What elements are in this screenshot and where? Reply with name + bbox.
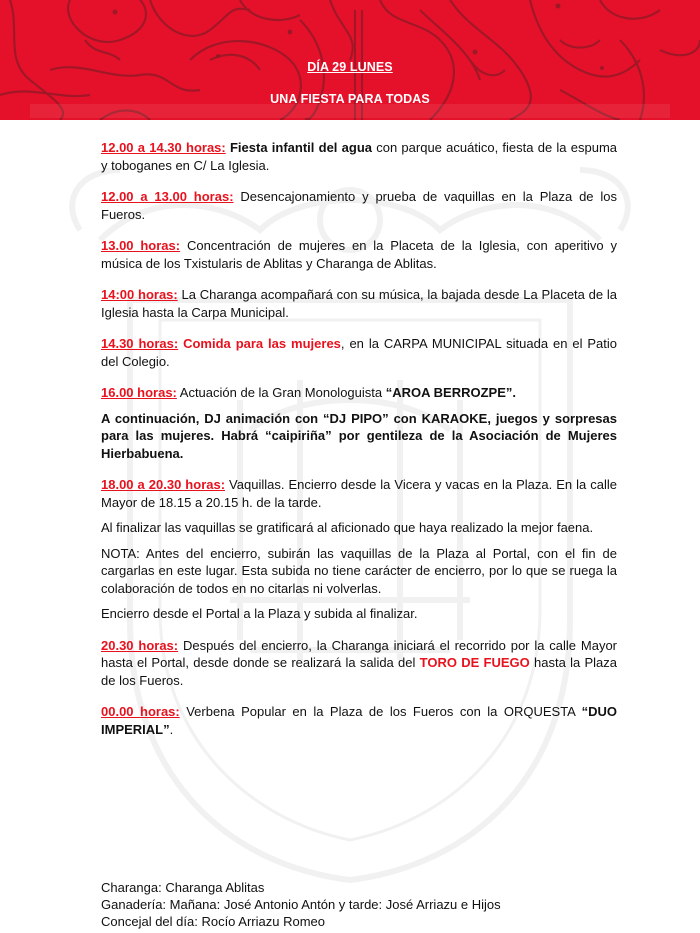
program-text: con parque acuático, fiesta de la espuma y toboganes en C/ La Iglesia. [101,140,618,173]
footer-charanga: Charanga: Charanga Ablitas [101,880,265,895]
program-time: 12.00 a 13.00 horas: [101,189,234,204]
program-highlight: Comida para las mujeres [178,336,341,351]
program-text-after: . [169,721,174,737]
program-text: Verbena Popular en la Plaza de los Fueros con la ORQUESTA [179,704,582,719]
program-item [101,335,617,370]
program-time: 12.00 a 14.30 horas: [101,140,226,155]
program-item [101,384,617,402]
footer-concejal: Concejal del día: Rocío Arriazu Romeo [101,914,326,929]
program-item [101,286,617,321]
day-title: DÍA 29 LUNES [307,60,393,74]
program-text: Actuación de la Gran Monologuista [176,385,386,400]
program-time: 00.00 horas: [101,704,180,719]
program-item [101,703,617,738]
program-time: 16.00 horas: [101,385,177,400]
program-continuation: A continuación, DJ animación con “DJ PIPO” con KARAOKE, juegos y sorpresas para las mujeres. Habrá “caipiriña” por gentileza de la Asociación de Mujeres Hierbabuena. [101,410,617,461]
header-banner [0,0,700,120]
program-highlight: TORO DE FUEGO [419,655,530,670]
program-highlight: Fiesta infantil del agua [229,140,372,155]
program-time: 20.30 horas: [101,637,179,653]
program-bold: “AROA BERROZPE”. [385,385,516,400]
program-note: Al finalizar las vaquillas se gratificará al aficionado que haya realizado la mejor faena. [101,520,594,535]
program-content [101,139,617,752]
program-time: 18.00 a 20.30 horas: [101,477,226,492]
program-item [101,188,617,223]
program-note: NOTA: Antes del encierro, subirán las vaquillas de la Plaza al Portal, con el fin de cargarlas en este lugar. Esta subida no tiene carácter de encierro, por lo que se ruega la colaboración de todos en no citarlas ni volverlas. [101,545,617,596]
footer-ganaderia: Ganadería: Mañana: José Antonio Antón y tarde: José Arriazu e Hijos [101,897,501,912]
program-text: La Charanga acompañará con su música, la bajada desde La Placeta de la Iglesia hasta la Carpa Municipal. [101,287,617,320]
program-time: 14:00 horas: [101,287,178,302]
program-text: Vaquillas. Encierro desde la Vicera y vacas en la Plaza. En la calle Mayor de 18.15 a 20.15 h. de la tarde. [101,477,618,510]
program-item [101,476,617,511]
program-time: 14.30 horas: [101,336,179,351]
footer-info [101,879,501,930]
program-note: Encierro desde el Portal a la Plaza y subida al finalizar. [101,606,418,621]
program-text: Concentración de mujeres en la Placeta de la Iglesia, con aperitivo y música de los Txistularis de Ablitas y Charanga de Ablitas. [101,238,618,271]
program-text: , en la CARPA MUNICIPAL situada en el Patio del Colegio. [101,336,618,369]
program-text-after: hasta la Plaza de los Fueros. [101,655,617,688]
program-item [101,139,617,174]
program-text: Desencajonamiento y prueba de vaquillas en la Plaza de los Fueros. [101,189,617,222]
program-item [101,637,617,690]
banner-strip [30,104,670,118]
program-time: 13.00 horas: [101,238,181,253]
program-bold: “DUO IMPERIAL” [101,704,617,737]
banner-subtitle: UNA FIESTA PARA TODAS [270,92,430,106]
program-text: Después del encierro, la Charanga iniciará el recorrido por la calle Mayor hasta el Portal, desde donde se realizará la salida del [101,637,618,670]
program-item [101,237,617,272]
